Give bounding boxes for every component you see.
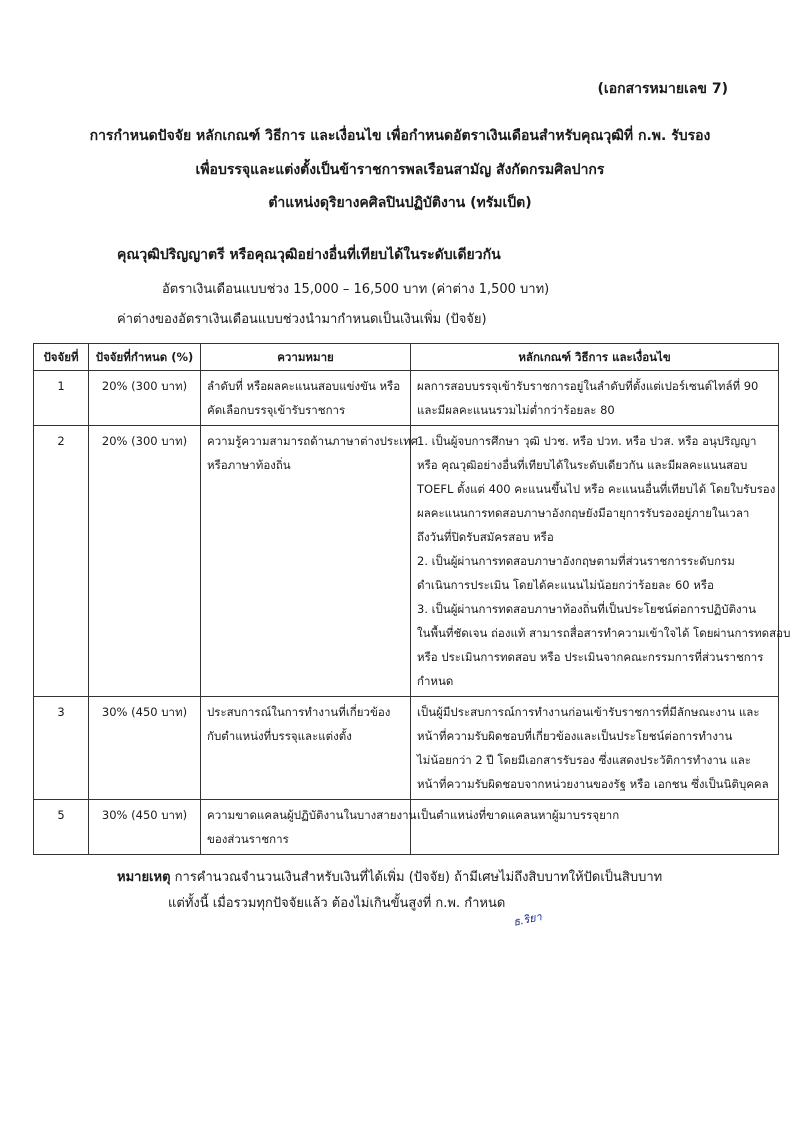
factor-percent: 30% (450 บาท) <box>89 697 201 800</box>
factor-percent: 20% (300 บาท) <box>89 426 201 697</box>
factor-no: 3 <box>34 697 89 800</box>
factor-criteria <box>411 426 791 697</box>
factor-meaning <box>201 800 417 855</box>
meaning-line: คัดเลือกบรรจุเข้ารับราชการ <box>207 403 346 417</box>
meaning-line: ลำดับที่ หรือผลคะแนนสอบแข่งขัน หรือ <box>207 379 401 393</box>
criteria-line: ผลคะแนนการทดสอบภาษาอังกฤษยังมีอายุการรับรองอยู่ภายในเวลา <box>417 506 750 520</box>
criteria-line: หน้าที่ความรับผิดชอบจากหน่วยงานของรัฐ หรือ เอกชน ซึ่งเป็นนิติบุคคล <box>417 777 769 791</box>
factor-no: 1 <box>34 371 89 426</box>
criteria-line: ผลการสอบบรรจุเข้ารับราชการอยู่ในลำดับที่ตั้งแต่เปอร์เซนต์ไทล์ที่ 90 <box>417 379 759 393</box>
criteria-line: หรือ ประเมินการทดสอบ หรือ ประเมินจากคณะกรรมการที่ส่วนราชการ <box>417 650 764 664</box>
table-row <box>34 371 779 426</box>
criteria-line: และมีผลคะแนนรวมไม่ต่ำกว่าร้อยละ 80 <box>417 403 615 417</box>
meaning-line: ประสบการณ์ในการทำงานที่เกี่ยวข้อง <box>207 705 391 719</box>
criteria-line: เป็นตำแหน่งที่ขาดแคลนหาผู้มาบรรจุยาก <box>417 808 620 822</box>
criteria-line: ในพื้นที่ชัดเจน ถ่องแท้ สามารถสื่อสารทำความเข้าใจได้ โดยผ่านการทดสอบ <box>417 626 791 640</box>
criteria-line: 1. เป็นผู้จบการศึกษา วุฒิ ปวช. หรือ ปวท. หรือ ปวส. หรือ อนุปริญญา <box>417 434 757 448</box>
criteria-line: ดำเนินการประเมิน โดยได้คะแนนไม่น้อยกว่าร้อยละ 60 หรือ <box>417 578 714 592</box>
table-row <box>34 697 779 800</box>
criteria-line: 2. เป็นผู้ผ่านการทดสอบภาษาอังกฤษตามที่ส่วนราชการระดับกรม <box>417 554 735 568</box>
criteria-line: กำหนด <box>417 674 454 688</box>
header-criteria: หลักเกณฑ์ วิธีการ และเงื่อนไข <box>411 344 779 371</box>
header-meaning: ความหมาย <box>201 344 411 371</box>
meaning-line: กับตำแหน่งที่บรรจุและแต่งตั้ง <box>207 729 352 743</box>
title-line-1: การกำหนดปัจจัย หลักเกณฑ์ วิธีการ และเงื่อนไข เพื่อกำหนดอัตราเงินเดือนสำหรับคุณวุฒิที่ ก.พ. รับรอง <box>89 128 711 144</box>
factor-percent: 30% (450 บาท) <box>89 800 201 855</box>
document-number: (เอกสารหมายเลข 7) <box>597 81 728 97</box>
factor-criteria <box>411 800 779 855</box>
remark-line-2: แต่ทั้งนี้ เมื่อรวมทุกปัจจัยแล้ว ต้องไม่เกินขั้นสูงที่ ก.พ. กำหนด <box>168 896 506 911</box>
factor-no: 5 <box>34 800 89 855</box>
header-factor-no: ปัจจัยที่ <box>34 344 89 371</box>
criteria-line: ไม่น้อยกว่า 2 ปี โดยมีเอกสารรับรอง ซึ่งแสดงประวัติการทำงาน และ <box>417 753 751 767</box>
factor-meaning <box>201 697 411 800</box>
criteria-line: 3. เป็นผู้ผ่านการทดสอบภาษาท้องถิ่นที่เป็นประโยชน์ต่อการปฏิบัติงาน <box>417 602 756 616</box>
title-line-3: ตำแหน่งดุริยางคศิลปินปฏิบัติงาน (ทรัมเป็ต) <box>268 195 532 211</box>
table-row <box>34 426 779 697</box>
criteria-line: ถึงวันที่ปิดรับสมัครสอบ หรือ <box>417 530 554 544</box>
factors-table <box>33 343 791 855</box>
criteria-line: หรือ คุณวุฒิอย่างอื่นที่เทียบได้ในระดับเดียวกัน และมีผลคะแนนสอบ <box>417 458 748 472</box>
table-row <box>34 800 779 855</box>
meaning-line: หรือภาษาท้องถิ่น <box>207 458 291 472</box>
criteria-line: หน้าที่ความรับผิดชอบที่เกี่ยวข้องและเป็นประโยชน์ต่อการทำงาน <box>417 729 733 743</box>
difference-note: ค่าต่างของอัตราเงินเดือนแบบช่วงนำมากำหนดเป็นเงินเพิ่ม (ปัจจัย) <box>117 312 487 327</box>
remark-label: หมายเหตุ <box>117 870 171 885</box>
factor-no: 2 <box>34 426 89 697</box>
meaning-line: ความขาดแคลนผู้ปฏิบัติงานในบางสายงาน <box>207 808 417 822</box>
table-header-row <box>34 344 779 371</box>
factor-percent: 20% (300 บาท) <box>89 371 201 426</box>
factor-meaning <box>201 426 419 697</box>
factor-meaning <box>201 371 411 426</box>
factor-criteria <box>411 371 779 426</box>
remark-text: การคำนวณจำนวนเงินสำหรับเงินที่ได้เพิ่ม (ปัจจัย) ถ้ามีเศษไม่ถึงสิบบาทให้ปัดเป็นสิบบาท <box>174 870 663 885</box>
header-factor-percent: ปัจจัยที่กำหนด (%) <box>89 344 201 371</box>
meaning-line: ของส่วนราชการ <box>207 832 289 846</box>
factor-criteria <box>411 697 779 800</box>
criteria-line: TOEFL ตั้งแต่ 400 คะแนนขึ้นไป หรือ คะแนนอื่นที่เทียบได้ โดยใบรับรอง <box>417 482 776 496</box>
remark-line-1 <box>117 866 662 887</box>
handwritten-signature: ธ.ริยา <box>512 910 543 929</box>
criteria-line: เป็นผู้มีประสบการณ์การทำงานก่อนเข้ารับราชการที่มีลักษณะงาน และ <box>417 705 760 719</box>
salary-range: อัตราเงินเดือนแบบช่วง 15,000 – 16,500 บาท (ค่าต่าง 1,500 บาท) <box>162 282 550 297</box>
meaning-line: ความรู้ความสามารถด้านภาษาต่างประเทศ <box>207 434 419 448</box>
qualification-heading: คุณวุฒิปริญญาตรี หรือคุณวุฒิอย่างอื่นที่เทียบได้ในระดับเดียวกัน <box>117 247 501 263</box>
title-line-2: เพื่อบรรจุและแต่งตั้งเป็นข้าราชการพลเรือนสามัญ สังกัดกรมศิลปากร <box>195 162 605 178</box>
